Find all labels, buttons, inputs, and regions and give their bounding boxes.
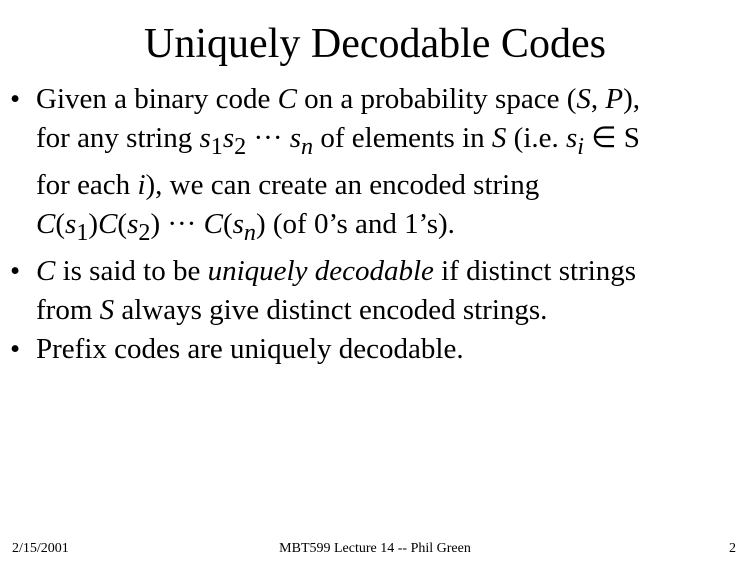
slide-title: Uniquely Decodable Codes [144,21,606,67]
bullet-3-line-1: Prefix codes are uniquely decodable. [36,332,464,365]
bullet-1-line-1: Given a binary code C on a probability space (S, P), [36,83,640,115]
bullet-2 [0,252,750,330]
footer-page-number: 2 [729,541,736,556]
bullet-1-line-3: for each i), we can create an encoded string [36,168,540,201]
bullet-dot: • [10,254,21,287]
bullet-dot: • [10,332,21,365]
footer-lecture-title: MBT599 Lecture 14 -- Phil Green [279,541,471,556]
bullet-list [0,80,750,369]
bullet-1 [0,80,750,252]
bullet-3 [0,330,750,369]
bullet-dot: • [10,83,21,115]
bullet-1-line-4: $C(s_1)C(s_2)$ ··· $C(s_n)$ (of 0’s and 1’s). [36,207,455,246]
footer-date: 2/15/2001 [12,541,69,556]
bullet-1-line-2: for any string $s_1s_2$ ··· $s_n$ of elements in S (i.e. $s_i$ ∈ S [36,122,640,160]
bullet-2-line-1: C is said to be uniquely decodable if distinct strings [36,254,637,287]
bullet-2-line-2: from S always give distinct encoded strings. [36,293,548,326]
